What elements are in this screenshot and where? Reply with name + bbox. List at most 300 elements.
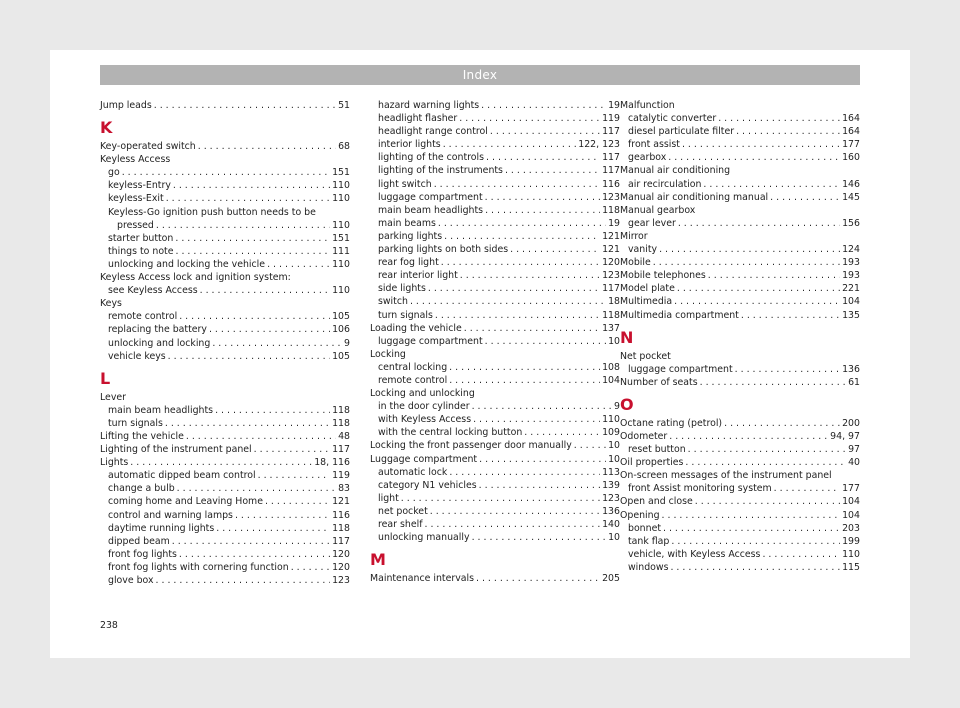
index-entry <box>370 99 620 112</box>
entry-term: luggage compartment <box>628 363 733 375</box>
entry-page: 10 <box>608 440 620 452</box>
index-entry <box>620 125 860 138</box>
index-column-3 <box>620 99 860 574</box>
dot-leader <box>479 479 600 492</box>
entry-page: 40 <box>848 457 860 469</box>
entry-term: rear interior light <box>378 270 458 282</box>
entry-page: 118 <box>332 522 350 534</box>
dot-leader <box>486 151 600 164</box>
entry-page: 104 <box>842 296 860 308</box>
dot-leader <box>216 522 330 535</box>
entry-term: front fog lights <box>108 548 177 560</box>
dot-leader <box>235 509 330 522</box>
index-entry <box>370 505 620 518</box>
dot-leader <box>479 453 606 466</box>
entry-term: coming home and Leaving Home <box>108 496 263 508</box>
entry-term: remote control <box>378 374 448 386</box>
dot-leader <box>668 151 840 164</box>
index-entry <box>620 243 860 256</box>
dot-leader <box>685 456 846 469</box>
entry-page: 200 <box>842 417 860 429</box>
entry-term: Octane rating (petrol) <box>620 417 723 429</box>
index-entry <box>370 335 620 348</box>
index-entry <box>370 479 620 492</box>
dot-leader <box>176 245 331 258</box>
entry-page: 10 <box>608 335 620 347</box>
entry-term: turn signals <box>108 417 163 429</box>
index-page <box>50 50 910 658</box>
entry-page: 105 <box>332 311 350 323</box>
entry-term: main beams <box>378 217 436 229</box>
entry-page: 177 <box>842 483 860 495</box>
index-entry <box>100 430 350 443</box>
entry-page: 145 <box>842 191 860 203</box>
entry-term: dipped beam <box>108 535 170 547</box>
dot-leader <box>209 323 330 336</box>
dot-leader <box>198 140 336 153</box>
entry-page: 123 <box>332 575 350 586</box>
index-entry <box>620 217 860 230</box>
index-entry <box>100 469 350 482</box>
dot-leader <box>443 138 577 151</box>
index-entry <box>620 443 860 456</box>
index-entry <box>100 99 350 112</box>
entry-term: light switch <box>378 178 432 190</box>
index-entry <box>100 337 350 350</box>
entry-term: main beam headlights <box>378 204 484 216</box>
index-entry <box>620 376 860 389</box>
entry-page: 199 <box>842 535 860 547</box>
entry-page: 193 <box>842 270 860 282</box>
entry-page: 119 <box>602 113 620 125</box>
entry-page: 110 <box>332 258 350 270</box>
index-entry <box>620 309 860 322</box>
index-entry <box>370 295 620 308</box>
index-entry <box>100 548 350 561</box>
entry-term: catalytic converter <box>628 113 717 125</box>
entry-term: rear shelf <box>378 519 423 530</box>
index-entry <box>100 323 350 336</box>
index-entry <box>100 245 350 258</box>
dot-leader <box>130 456 312 469</box>
index-entry <box>620 522 860 535</box>
dot-leader <box>154 99 336 112</box>
index-entry <box>370 322 620 335</box>
entry-page: 110 <box>332 193 350 205</box>
entry-term: Loading the vehicle <box>370 322 462 334</box>
entry-term: replacing the battery <box>108 324 207 336</box>
entry-page: 160 <box>842 152 860 164</box>
entry-term: remote control <box>108 311 178 323</box>
index-entry <box>620 138 860 151</box>
dot-leader <box>156 219 330 232</box>
entry-page: 118 <box>602 204 620 216</box>
entry-term: Model plate <box>620 283 675 295</box>
entry-page: 123 <box>602 191 620 203</box>
entry-page: 156 <box>842 217 860 229</box>
entry-page: 117 <box>602 126 620 138</box>
dot-leader <box>574 439 606 452</box>
index-entry <box>100 140 350 153</box>
dot-leader <box>428 282 600 295</box>
entry-page: 117 <box>602 283 620 295</box>
index-heading: Keyless-Go ignition push button needs to be <box>108 206 316 218</box>
entry-term: net pocket <box>378 505 428 517</box>
dot-leader <box>669 430 828 443</box>
index-entry <box>620 256 860 269</box>
dot-leader <box>472 400 612 413</box>
index-entry <box>370 178 620 191</box>
dot-leader <box>441 256 600 269</box>
index-entry <box>620 295 860 308</box>
entry-term: keyless-Entry <box>108 180 171 192</box>
entry-term: Lifting the vehicle <box>100 430 184 442</box>
index-entry <box>620 430 860 443</box>
dot-leader <box>653 256 840 269</box>
index-entry <box>370 309 620 322</box>
entry-term: air recirculation <box>628 178 702 190</box>
index-entry <box>370 518 620 531</box>
index-entry <box>620 535 860 548</box>
entry-page: 120 <box>332 561 350 573</box>
dot-leader <box>662 509 841 522</box>
dot-leader <box>510 243 600 256</box>
entry-page: 118 <box>602 309 620 321</box>
entry-term: switch <box>378 296 408 308</box>
index-entry <box>370 426 620 439</box>
dot-leader <box>177 482 336 495</box>
entry-term: lighting of the instruments <box>378 165 503 177</box>
entry-term: parking lights on both sides <box>378 244 509 256</box>
entry-page: 117 <box>332 444 350 456</box>
dot-leader <box>485 204 600 217</box>
entry-page: 94, 97 <box>830 430 860 442</box>
dot-leader <box>430 505 600 518</box>
index-entry <box>370 125 620 138</box>
dot-leader <box>464 322 600 335</box>
entry-page: 115 <box>842 561 860 573</box>
entry-page: 110 <box>842 548 860 560</box>
entry-page: 48 <box>338 430 350 442</box>
dot-leader <box>175 232 330 245</box>
index-entry <box>370 256 620 269</box>
entry-page: 106 <box>332 324 350 336</box>
index-entry <box>370 282 620 295</box>
section-letter: K <box>100 118 113 138</box>
index-entry <box>620 548 860 561</box>
entry-term: diesel particulate filter <box>628 126 735 138</box>
index-heading: Locking and unlocking <box>370 388 475 400</box>
entry-term: Locking the front passenger door manually <box>370 440 572 452</box>
index-entry <box>100 574 350 587</box>
dot-leader <box>736 125 840 138</box>
dot-leader <box>703 178 840 191</box>
dot-leader <box>659 243 840 256</box>
entry-term: rear fog light <box>378 257 439 269</box>
entry-term: tank flap <box>628 535 670 547</box>
entry-page: 113 <box>602 466 620 478</box>
index-entry <box>370 374 620 387</box>
entry-term: front fog lights with cornering function <box>108 561 289 573</box>
index-heading: On-screen messages of the instrument panel <box>620 470 832 482</box>
entry-term: interior lights <box>378 139 441 151</box>
entry-term: gear lever <box>628 217 676 229</box>
entry-page: 139 <box>602 479 620 491</box>
dot-leader <box>695 495 840 508</box>
entry-term: luggage compartment <box>378 335 483 347</box>
entry-page: 116 <box>602 178 620 190</box>
index-entry <box>100 404 350 417</box>
entry-term: unlocking and locking <box>108 337 211 349</box>
entry-page: 121 <box>332 496 350 508</box>
dot-leader <box>166 192 330 205</box>
dot-leader <box>460 269 600 282</box>
dot-leader <box>735 363 840 376</box>
index-entry <box>620 363 860 376</box>
index-heading: Net pocket <box>620 350 671 362</box>
index-entry <box>620 456 860 469</box>
dot-leader <box>449 466 600 479</box>
dot-leader <box>473 413 600 426</box>
entry-page: 18 <box>608 296 620 308</box>
entry-term: with the central locking button <box>378 427 523 439</box>
index-heading: Keyless Access <box>100 154 171 166</box>
dot-leader <box>258 469 330 482</box>
entry-term: light <box>378 492 399 504</box>
dot-leader <box>401 492 600 505</box>
entry-page: 118 <box>332 417 350 429</box>
index-entry <box>100 350 350 363</box>
entry-term: bonnet <box>628 522 662 534</box>
entry-page: 110 <box>332 180 350 192</box>
entry-page: 18, 116 <box>314 457 350 469</box>
index-heading: Locking <box>370 348 406 360</box>
index-heading: Manual air conditioning <box>620 165 731 177</box>
index-entry <box>370 243 620 256</box>
entry-page: 123 <box>602 270 620 282</box>
entry-page: 136 <box>602 505 620 517</box>
index-entry <box>370 230 620 243</box>
index-entry <box>370 138 620 151</box>
entry-page: 140 <box>602 519 620 530</box>
entry-page: 151 <box>332 167 350 179</box>
index-entry <box>370 361 620 374</box>
index-heading: Keyless Access lock and ignition system: <box>100 272 291 284</box>
entry-term: go <box>108 167 120 179</box>
index-entry <box>370 531 620 544</box>
index-column-2 <box>370 99 620 585</box>
dot-leader <box>186 430 336 443</box>
page-title: Index <box>462 68 498 82</box>
dot-leader <box>708 269 840 282</box>
dot-leader <box>678 217 840 230</box>
index-entry <box>100 482 350 495</box>
entry-term: Multimedia <box>620 296 673 308</box>
entry-page: 68 <box>338 141 350 153</box>
entry-page: 19 <box>608 100 620 111</box>
entry-page: 110 <box>332 219 350 231</box>
dot-leader <box>688 443 846 456</box>
entry-term: central locking <box>378 361 448 373</box>
dot-leader <box>434 178 600 191</box>
index-entry <box>370 269 620 282</box>
entry-term: Lighting of the instrument panel <box>100 444 252 456</box>
dot-leader <box>212 337 342 350</box>
entry-page: 108 <box>602 361 620 373</box>
index-entry <box>620 561 860 574</box>
entry-term: automatic dipped beam control <box>108 470 256 482</box>
entry-term: Oil properties <box>620 457 684 469</box>
dot-leader <box>267 258 330 271</box>
dot-leader <box>265 495 330 508</box>
index-entry <box>370 453 620 466</box>
dot-leader <box>449 374 600 387</box>
entry-page: 177 <box>842 139 860 151</box>
entry-term: automatic lock <box>378 466 448 478</box>
entry-page: 119 <box>332 470 350 482</box>
entry-term: parking lights <box>378 230 443 242</box>
dot-leader <box>770 191 840 204</box>
entry-term: Odometer <box>620 430 668 442</box>
entry-page: 120 <box>602 257 620 269</box>
index-entry <box>370 400 620 413</box>
entry-term: hazard warning lights <box>378 100 480 111</box>
index-entry <box>370 204 620 217</box>
dot-leader <box>435 309 600 322</box>
entry-term: keyless-Exit <box>108 193 164 205</box>
index-entry <box>620 482 860 495</box>
index-entry <box>370 191 620 204</box>
entry-page: 61 <box>848 376 860 388</box>
index-entry <box>370 112 620 125</box>
section-letter: N <box>620 327 634 347</box>
dot-leader <box>524 426 600 439</box>
index-entry <box>100 284 350 297</box>
index-entry <box>100 310 350 323</box>
dot-leader <box>179 548 330 561</box>
entry-term: pressed <box>117 219 154 231</box>
dot-leader <box>254 443 330 456</box>
dot-leader <box>505 164 600 177</box>
dot-leader <box>449 361 600 374</box>
entry-page: 203 <box>842 522 860 534</box>
page-number: 238 <box>100 620 118 631</box>
dot-leader <box>682 138 840 151</box>
entry-page: 151 <box>332 232 350 244</box>
dot-leader <box>485 335 606 348</box>
dot-leader <box>663 522 840 535</box>
entry-term: see Keyless Access <box>108 285 198 297</box>
index-column-1 <box>100 99 350 587</box>
index-heading: Keys <box>100 298 122 310</box>
entry-page: 136 <box>842 363 860 375</box>
index-entry <box>100 258 350 271</box>
entry-term: lighting of the controls <box>378 152 485 164</box>
dot-leader <box>173 179 330 192</box>
entry-term: Jump leads <box>100 100 152 111</box>
entry-term: Key-operated switch <box>100 141 196 153</box>
dot-leader <box>459 112 600 125</box>
index-entry <box>100 522 350 535</box>
entry-term: Number of seats <box>620 376 698 388</box>
entry-term: in the door cylinder <box>378 401 470 413</box>
entry-term: change a bulb <box>108 483 175 495</box>
entry-page: 117 <box>332 535 350 547</box>
entry-page: 193 <box>842 257 860 269</box>
dot-leader <box>444 230 600 243</box>
entry-term: front assist <box>628 139 680 151</box>
dot-leader <box>481 99 606 112</box>
entry-term: Manual air conditioning manual <box>620 191 769 203</box>
entry-page: 10 <box>608 532 620 544</box>
index-entry <box>370 492 620 505</box>
dot-leader <box>724 417 840 430</box>
entry-page: 110 <box>332 285 350 297</box>
index-entry <box>100 166 350 179</box>
dot-leader <box>410 295 606 308</box>
index-entry <box>370 164 620 177</box>
dot-leader <box>165 417 330 430</box>
entry-page: 104 <box>842 509 860 521</box>
index-entry <box>100 456 350 469</box>
index-entry <box>620 282 860 295</box>
entry-page: 19 <box>608 217 620 229</box>
section-letter: O <box>620 394 634 414</box>
index-entry <box>620 509 860 522</box>
entry-term: vehicle keys <box>108 350 166 362</box>
index-entry <box>370 439 620 452</box>
entry-term: gearbox <box>628 152 667 164</box>
entry-page: 104 <box>842 496 860 508</box>
index-heading: Manual gearbox <box>620 204 696 216</box>
entry-page: 135 <box>842 309 860 321</box>
dot-leader <box>438 217 606 230</box>
entry-page: 123 <box>602 492 620 504</box>
entry-page: 10 <box>608 453 620 465</box>
index-heading: Mirror <box>620 230 648 242</box>
entry-page: 116 <box>332 509 350 521</box>
dot-leader <box>762 548 840 561</box>
entry-page: 51 <box>338 100 350 111</box>
entry-term: reset button <box>628 444 686 456</box>
entry-page: 9 <box>614 401 620 413</box>
entry-term: unlocking manually <box>378 532 470 544</box>
entry-term: turn signals <box>378 309 433 321</box>
entry-term: Opening <box>620 509 660 521</box>
entry-term: unlocking and locking the vehicle <box>108 258 266 270</box>
dot-leader <box>674 295 840 308</box>
entry-term: category N1 vehicles <box>378 479 477 491</box>
entry-term: Mobile <box>620 257 651 269</box>
entry-page: 121 <box>602 230 620 242</box>
entry-term: Maintenance intervals <box>370 573 474 585</box>
dot-leader <box>168 350 330 363</box>
index-heading: Lever <box>100 391 126 403</box>
entry-term: Luggage compartment <box>370 453 478 465</box>
entry-page: 109 <box>602 427 620 439</box>
section-letter: L <box>100 368 111 388</box>
index-entry <box>100 509 350 522</box>
entry-term: front Assist monitoring system <box>628 483 772 495</box>
index-entry <box>100 192 350 205</box>
dot-leader <box>472 531 607 544</box>
entry-page: 117 <box>602 152 620 164</box>
entry-page: 137 <box>602 322 620 334</box>
entry-term: headlight range control <box>378 126 488 138</box>
dot-leader <box>741 309 840 322</box>
entry-page: 83 <box>338 483 350 495</box>
index-entry <box>370 151 620 164</box>
